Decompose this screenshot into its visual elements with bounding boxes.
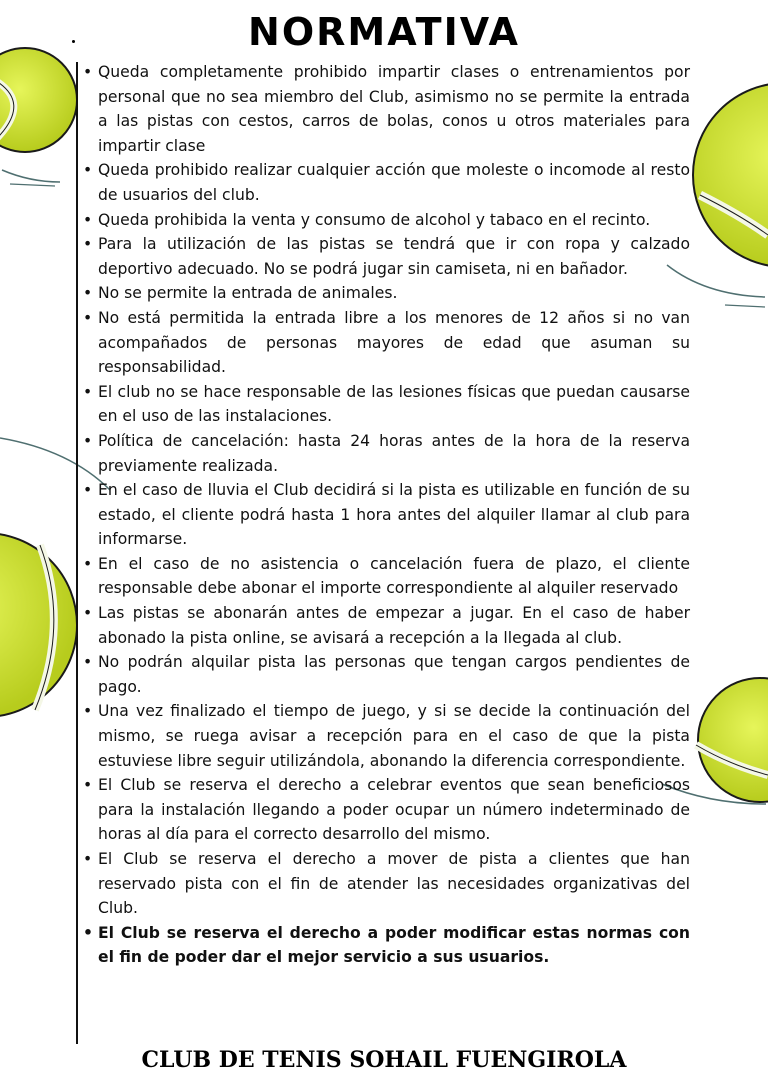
- rule-item: • El club no se hace responsable de las lesiones físicas que puedan causarse en el uso de las instalaciones.: [80, 380, 690, 429]
- rule-item: • No podrán alquilar pista las personas que tengan cargos pendientes de pago.: [80, 650, 690, 699]
- rule-item: • El Club se reserva el derecho a mover de pista a clientes que han reservado pista con el fin de atender las necesidades organizativas del Club.: [80, 847, 690, 921]
- rule-item: • Queda prohibido realizar cualquier acción que moleste o incomode al resto de usuarios del club.: [80, 158, 690, 207]
- rule-item: • No está permitida la entrada libre a los menores de 12 años si no van acompañados de personas mayores de edad que asuman su responsabilidad.: [80, 306, 690, 380]
- rule-item: • En el caso de no asistencia o cancelación fuera de plazo, el cliente responsable debe abonar el importe correspondiente al alquiler reservado: [80, 552, 690, 601]
- rule-item: • En el caso de lluvia el Club decidirá si la pista es utilizable en función de su estado, el cliente podrá hasta 1 hora antes del alquiler llamar al club para informarse.: [80, 478, 690, 552]
- rule-item: • El Club se reserva el derecho a celebrar eventos que sean beneficiosos para la instalación llegando a poder ocupar un número indeterminado de horas al día para el correcto desarrollo del mismo.: [80, 773, 690, 847]
- rules-list: [80, 60, 690, 970]
- rule-item: • No se permite la entrada de animales.: [80, 281, 690, 306]
- swoosh-decoration: [0, 160, 70, 190]
- rule-item: • Política de cancelación: hasta 24 horas antes de la hora de la reserva previamente realizada.: [80, 429, 690, 478]
- tennis-ball-icon: [690, 75, 768, 275]
- rule-item: • Las pistas se abonarán antes de empezar a jugar. En el caso de haber abonado la pista online, se avisará a recepción a la llegada al club.: [80, 601, 690, 650]
- rule-item: • Queda prohibida la venta y consumo de alcohol y tabaco en el recinto.: [80, 208, 690, 233]
- rule-item: • Queda completamente prohibido impartir clases o entrenamientos por personal que no sea miembro del Club, asimismo no se permite la entrada a las pistas con cestos, carros de bolas, conos u otros materiales para impartir clase: [80, 60, 690, 158]
- club-name-footer: CLUB DE TENIS SOHAIL FUENGIROLA: [141, 1047, 627, 1073]
- tennis-ball-icon: [0, 525, 80, 725]
- decorative-dot: [72, 40, 75, 43]
- rule-item: • El Club se reserva el derecho a poder modificar estas normas con el fin de poder dar el mejor servicio a sus usuarios.: [80, 921, 690, 970]
- rule-item: • Para la utilización de las pistas se tendrá que ir con ropa y calzado deportivo adecuado. No se podrá jugar sin camiseta, ni en bañador.: [80, 232, 690, 281]
- tennis-ball-icon: [690, 675, 768, 815]
- page-title: NORMATIVA: [248, 10, 520, 54]
- rule-item: • Una vez finalizado el tiempo de juego, y si se decide la continuación del mismo, se ruega avisar a recepción para en el caso de que la pista estuviese libre seguir utilizándola, abonando la diferencia correspondiente.: [80, 699, 690, 773]
- vertical-rule: [76, 62, 78, 1044]
- tennis-ball-icon: [0, 40, 80, 160]
